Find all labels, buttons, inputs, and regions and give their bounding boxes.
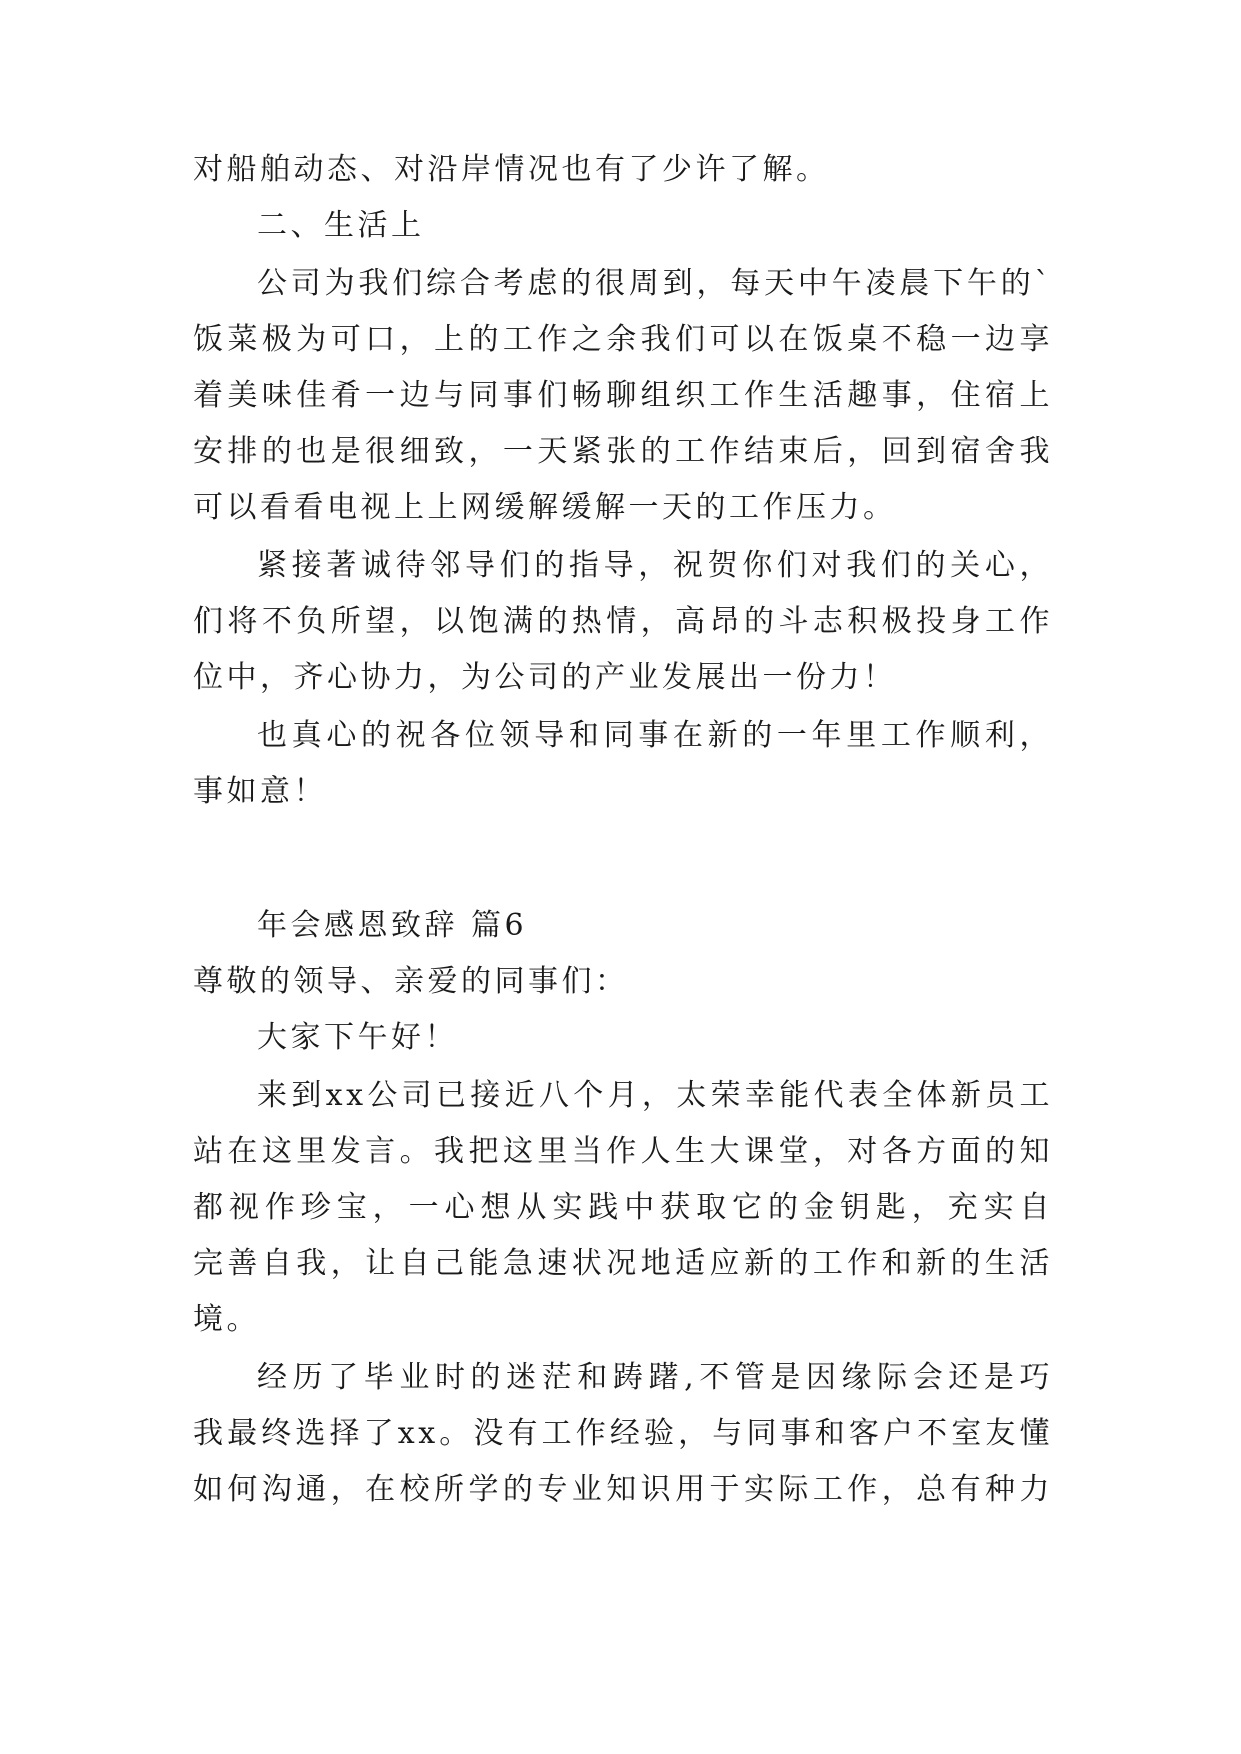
- text-line: 安排的也是很细致，一天紧张的工作结束后，回到宿舍我: [193, 434, 1053, 469]
- text-line: 对船舶动态、对沿岸情况也有了少许了解。: [193, 152, 830, 187]
- text-line: 经历了毕业时的迷茫和踌躇,不管是因缘际会还是巧: [257, 1360, 1053, 1395]
- article-title: 年会感恩致辞 篇6: [257, 908, 528, 943]
- text-line: 着美味佳肴一边与同事们畅聊组织工作生活趣事，住宿上: [193, 378, 1053, 413]
- text-line: 们将不负所望，以饱满的热情，高昂的斗志积极投身工作: [193, 604, 1053, 639]
- text-line: 境。: [193, 1302, 260, 1337]
- text-line: 也真心的祝各位领导和同事在新的一年里工作顺利，: [257, 718, 1053, 753]
- text-line: 事如意！: [193, 774, 327, 809]
- text-line: 如何沟通，在校所学的专业知识用于实际工作，总有种力: [193, 1472, 1053, 1507]
- text-line: 饭菜极为可口，上的工作之余我们可以在饭桌不稳一边享: [193, 322, 1053, 357]
- text-line: 站在这里发言。我把这里当作人生大课堂，对各方面的知: [193, 1134, 1053, 1169]
- text-line: 都视作珍宝，一心想从实践中获取它的金钥匙，充实自: [193, 1190, 1053, 1225]
- text-line: 紧接著诚待邻导们的指导，祝贺你们对我们的关心，: [257, 548, 1053, 583]
- greeting: 大家下午好！: [257, 1020, 458, 1055]
- text-line: 我最终选择了xx。没有工作经验，与同事和客户不室友懂: [193, 1416, 1053, 1451]
- text-line: 完善自我，让自己能急速状况地适应新的工作和新的生活: [193, 1246, 1053, 1281]
- text-line: 来到xx公司已接近八个月，太荣幸能代表全体新员工: [257, 1078, 1053, 1113]
- salutation: 尊敬的领导、亲爱的同事们：: [193, 964, 629, 999]
- text-line: 位中，齐心协力，为公司的产业发展出一份力！: [193, 660, 897, 695]
- text-line: 可以看看电视上上网缓解缓解一天的工作压力。: [193, 490, 897, 525]
- section-heading: 二、生活上: [257, 208, 425, 243]
- text-line: 公司为我们综合考虑的很周到，每天中午凌晨下午的`: [257, 266, 1053, 301]
